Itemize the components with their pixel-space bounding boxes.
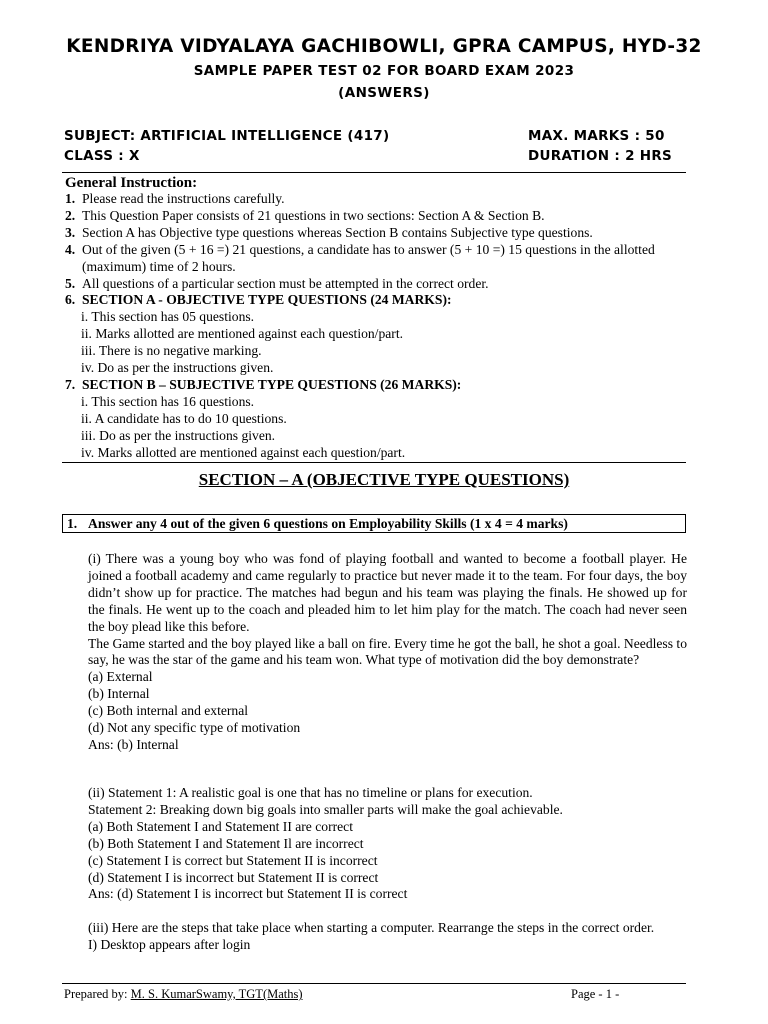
question-i-prompt: The Game started and the boy played like a ball on fire. Every time he got the ball, he shot a goal. Needless to say, he was the star of the game and his team won. What type of motivation did the boy demonstrate? [88,635,687,668]
option-a: (a) Both Statement I and Statement II are correct [88,818,353,834]
header-divider [62,172,686,173]
section-b-point: iv. Marks allotted are mentioned against each question/part. [81,444,406,460]
section-a-point: ii. Marks allotted are mentioned against each question/part. [81,326,403,342]
section-b-point: i. This section has 16 questions. [81,393,255,409]
instruction-item: 3. Section A has Objective type questions whereas Section B contains Subjective type questions. [65,224,593,240]
instructions-divider [62,462,686,463]
author-name: M. S. KumarSwamy, TGT(Maths) [130,987,303,1001]
section-b-point: ii. A candidate has to do 10 questions. [81,410,287,426]
answers-label: (ANSWERS) [338,85,430,101]
instruction-item: 1. Please read the instructions carefully. [65,191,285,206]
subject-label: SUBJECT: ARTIFICIAL INTELLIGENCE (417) [64,128,390,144]
option-b: (b) Internal [88,686,150,702]
duration-label: DURATION : 2 HRS [528,148,673,164]
section-b-point: iii. Do as per the instructions given. [81,427,276,443]
class-label: CLASS : X [64,148,140,164]
section-b-instruction: 7. SECTION B – SUBJECTIVE TYPE QUESTIONS (26 MARKS): [65,376,462,392]
answer: Ans: (b) Internal [88,736,179,752]
question-1-box [62,514,686,533]
section-a-point: iv. Do as per the instructions given. [81,360,274,376]
test-title: SAMPLE PAPER TEST 02 FOR BOARD EXAM 2023 [193,63,575,79]
page-number: Page - 1 - [571,987,620,1001]
option-b: (b) Both Statement I and Statement Il are incorrect [88,835,364,851]
section-a-instruction: 6. SECTION A - OBJECTIVE TYPE QUESTIONS (24 MARKS): [65,292,452,308]
statement-1: (ii) Statement 1: A realistic goal is one that has no timeline or plans for execution. [88,785,533,800]
question-text: Answer any 4 out of the given 6 questions on Employability Skills (1 x 4 = 4 marks) [88,516,568,531]
answer: Ans: (d) Statement I is incorrect but Statement II is correct [88,886,408,902]
option-d: (d) Not any specific type of motivation [88,720,301,736]
prepared-label: Prepared by: [64,987,128,1001]
school-name: KENDRIYA VIDYALAYA GACHIBOWLI, GPRA CAMPUS, HYD-32 [66,36,702,57]
option-c: (c) Statement I is correct but Statement II is incorrect [88,852,378,868]
instruction-item: 5. All questions of a particular section must be attempted in the correct order. [65,275,489,291]
question-ii [88,785,687,903]
question-number: 1. [67,516,78,531]
footer-divider [62,983,686,984]
instructions-list [65,191,687,462]
question-i-passage: (i) There was a young boy who was fond of playing football and wanted to become a football player. He joined a football academy and came regularly to practice but never made it to the team. For four days, the boy didn’t show up for practice. The matches had begun and his team was playing the finals. He showed up for the finals. He went up to the coach and pleaded him to let him play for the match. The coach had never seen the boy plead like this before. [88,551,687,634]
section-a-point: iii. There is no negative marking. [81,343,262,359]
step-1: I) Desktop appears after login [88,936,251,952]
section-a-heading: SECTION – A (OBJECTIVE TYPE QUESTIONS) [198,470,570,489]
question-iii-prompt: (iii) Here are the steps that take place when starting a computer. Rearrange the steps in the correct order. [88,920,655,935]
instruction-item: 4. Out of the given (5 + 16 =) 21 questions, a candidate has to answer (5 + 10 =) 15 questions in the allotted (maximum) time of 2 hours. [65,241,655,274]
max-marks-label: MAX. MARKS : 50 [528,128,665,144]
option-c: (c) Both internal and external [88,703,249,719]
section-a-point: i. This section has 05 questions. [81,309,255,325]
question-iii [88,920,687,954]
instructions-title: General Instruction: [65,175,198,191]
option-a: (a) External [88,669,153,685]
option-d: (d) Statement I is incorrect but Statement II is correct [88,869,379,885]
statement-2: Statement 2: Breaking down big goals into smaller parts will make the goal achievable. [88,801,563,817]
footer-prepared-by [64,987,303,1002]
instruction-item: 2. This Question Paper consists of 21 questions in two sections: Section A & Section B. [65,207,545,223]
question-i [88,551,687,754]
